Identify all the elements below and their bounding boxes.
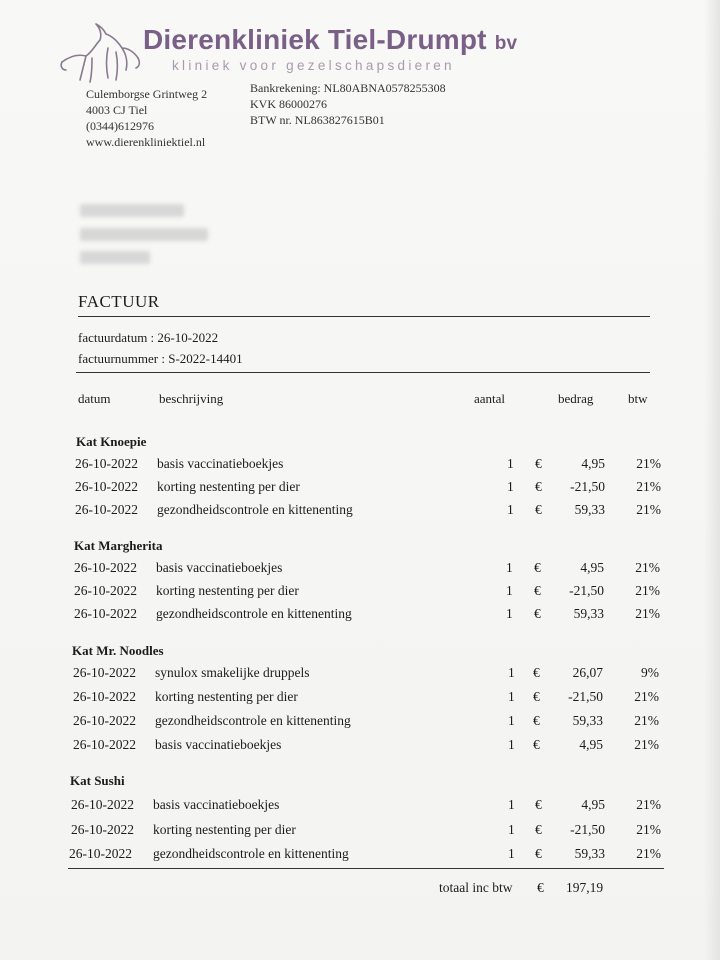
row-vat: 21%: [636, 456, 661, 471]
row-date: 26-10-2022: [71, 822, 134, 837]
row-vat: 21%: [635, 606, 660, 621]
row-amount: -21,50: [568, 689, 603, 704]
row-description: gezondheidscontrole en kittenenting: [153, 846, 349, 861]
row-amount: 26,07: [572, 665, 603, 680]
row-date: 26-10-2022: [75, 502, 138, 517]
total-label: totaal inc btw: [439, 880, 513, 895]
row-vat: 21%: [636, 502, 661, 517]
row-description: gezondheidscontrole en kittenenting: [156, 606, 352, 621]
row-amount: 59,33: [572, 713, 603, 728]
row-vat: 21%: [636, 479, 661, 494]
row-quantity: 1: [508, 822, 515, 837]
address-line: Culemborgse Grintweg 2: [86, 87, 208, 101]
row-description: basis vaccinatieboekjes: [156, 560, 283, 575]
row-description: basis vaccinatieboekjes: [153, 797, 280, 812]
row-amount: 4,95: [579, 737, 603, 752]
row-currency: €: [533, 713, 540, 728]
meta-divider: [76, 372, 650, 373]
bank-line: KVK 86000276: [250, 97, 327, 111]
row-currency: €: [533, 737, 540, 752]
row-description: basis vaccinatieboekjes: [157, 456, 284, 471]
redacted-recipient-line: [80, 204, 184, 217]
dog-cat-logo-icon: [56, 18, 146, 86]
row-description: synulox smakelijke druppels: [155, 665, 310, 680]
row-date: 26-10-2022: [74, 606, 137, 621]
row-vat: 21%: [635, 583, 660, 598]
column-header-vat: btw: [628, 391, 648, 406]
row-vat: 21%: [634, 689, 659, 704]
invoice-number: factuurnummer : S-2022-14401: [78, 351, 243, 366]
row-quantity: 1: [508, 737, 515, 752]
row-quantity: 1: [506, 583, 513, 598]
address-line: www.dierenkliniektiel.nl: [86, 135, 206, 149]
row-quantity: 1: [508, 846, 515, 861]
row-vat: 9%: [641, 665, 659, 680]
row-vat: 21%: [636, 797, 661, 812]
row-currency: €: [534, 583, 541, 598]
row-vat: 21%: [635, 560, 660, 575]
row-amount: 4,95: [581, 797, 605, 812]
row-quantity: 1: [508, 665, 515, 680]
row-date: 26-10-2022: [73, 689, 136, 704]
row-date: 26-10-2022: [75, 479, 138, 494]
row-vat: 21%: [636, 846, 661, 861]
row-date: 26-10-2022: [71, 797, 134, 812]
row-quantity: 1: [507, 456, 514, 471]
row-description: korting nestenting per dier: [155, 689, 298, 704]
row-date: 26-10-2022: [74, 583, 137, 598]
row-date: 26-10-2022: [74, 560, 137, 575]
row-amount: 59,33: [573, 606, 604, 621]
group-heading: Kat Margherita: [74, 538, 163, 553]
row-vat: 21%: [634, 713, 659, 728]
bank-line: BTW nr. NL863827615B01: [250, 113, 385, 127]
row-amount: 4,95: [580, 560, 604, 575]
row-amount: -21,50: [570, 822, 605, 837]
row-vat: 21%: [636, 822, 661, 837]
row-description: basis vaccinatieboekjes: [155, 737, 282, 752]
redacted-recipient-line: [80, 251, 150, 264]
row-date: 26-10-2022: [75, 456, 138, 471]
row-date: 26-10-2022: [73, 713, 136, 728]
paper-edge-shadow: [704, 0, 720, 960]
row-amount: -21,50: [570, 479, 605, 494]
row-amount: -21,50: [569, 583, 604, 598]
row-currency: €: [535, 797, 542, 812]
row-amount: 59,33: [574, 846, 605, 861]
column-header-description: beschrijving: [159, 391, 224, 406]
row-description: korting nestenting per dier: [153, 822, 296, 837]
row-currency: €: [533, 689, 540, 704]
invoice-title: FACTUUR: [78, 292, 160, 311]
clinic-brand-name: [143, 24, 517, 56]
row-quantity: 1: [506, 560, 513, 575]
row-quantity: 1: [508, 713, 515, 728]
invoice-date: factuurdatum : 26-10-2022: [78, 330, 219, 345]
row-currency: €: [534, 560, 541, 575]
group-heading: Kat Knoepie: [76, 434, 147, 449]
column-header-quantity: aantal: [474, 391, 506, 406]
group-heading: Kat Mr. Noodles: [72, 643, 164, 658]
row-currency: €: [535, 479, 542, 494]
row-date: 26-10-2022: [73, 737, 136, 752]
total-divider: [68, 868, 664, 869]
clinic-tagline: kliniek voor gezelschapsdieren: [172, 58, 455, 73]
row-description: gezondheidscontrole en kittenenting: [155, 713, 351, 728]
column-header-date: datum: [78, 391, 111, 406]
address-line: 4003 CJ Tiel: [86, 103, 148, 117]
row-amount: 4,95: [581, 456, 605, 471]
address-line: (0344)612976: [86, 119, 154, 133]
row-quantity: 1: [508, 797, 515, 812]
row-currency: €: [534, 606, 541, 621]
row-quantity: 1: [506, 606, 513, 621]
group-heading: Kat Sushi: [70, 773, 125, 788]
row-currency: €: [535, 502, 542, 517]
brand-suffix: bv: [494, 33, 518, 54]
row-vat: 21%: [634, 737, 659, 752]
total-value: 197,19: [566, 880, 604, 895]
row-date: 26-10-2022: [73, 665, 136, 680]
row-amount: 59,33: [574, 502, 605, 517]
row-description: korting nestenting per dier: [157, 479, 300, 494]
clinic-address: [86, 86, 207, 150]
row-quantity: 1: [507, 502, 514, 517]
row-quantity: 1: [508, 689, 515, 704]
total-currency: €: [537, 880, 544, 895]
bank-line: Bankrekening: NL80ABNA0578255308: [250, 81, 446, 95]
redacted-recipient-line: [80, 228, 208, 241]
row-date: 26-10-2022: [69, 846, 132, 861]
brand-name: Dierenkliniek Tiel-Drumpt: [143, 24, 487, 55]
row-currency: €: [535, 846, 542, 861]
row-quantity: 1: [507, 479, 514, 494]
row-currency: €: [535, 456, 542, 471]
row-currency: €: [535, 822, 542, 837]
row-description: gezondheidscontrole en kittenenting: [157, 502, 353, 517]
title-divider: [78, 316, 650, 317]
row-currency: €: [533, 665, 540, 680]
row-description: korting nestenting per dier: [156, 583, 299, 598]
column-header-amount: bedrag: [558, 391, 594, 406]
clinic-bank-details: [250, 80, 446, 128]
